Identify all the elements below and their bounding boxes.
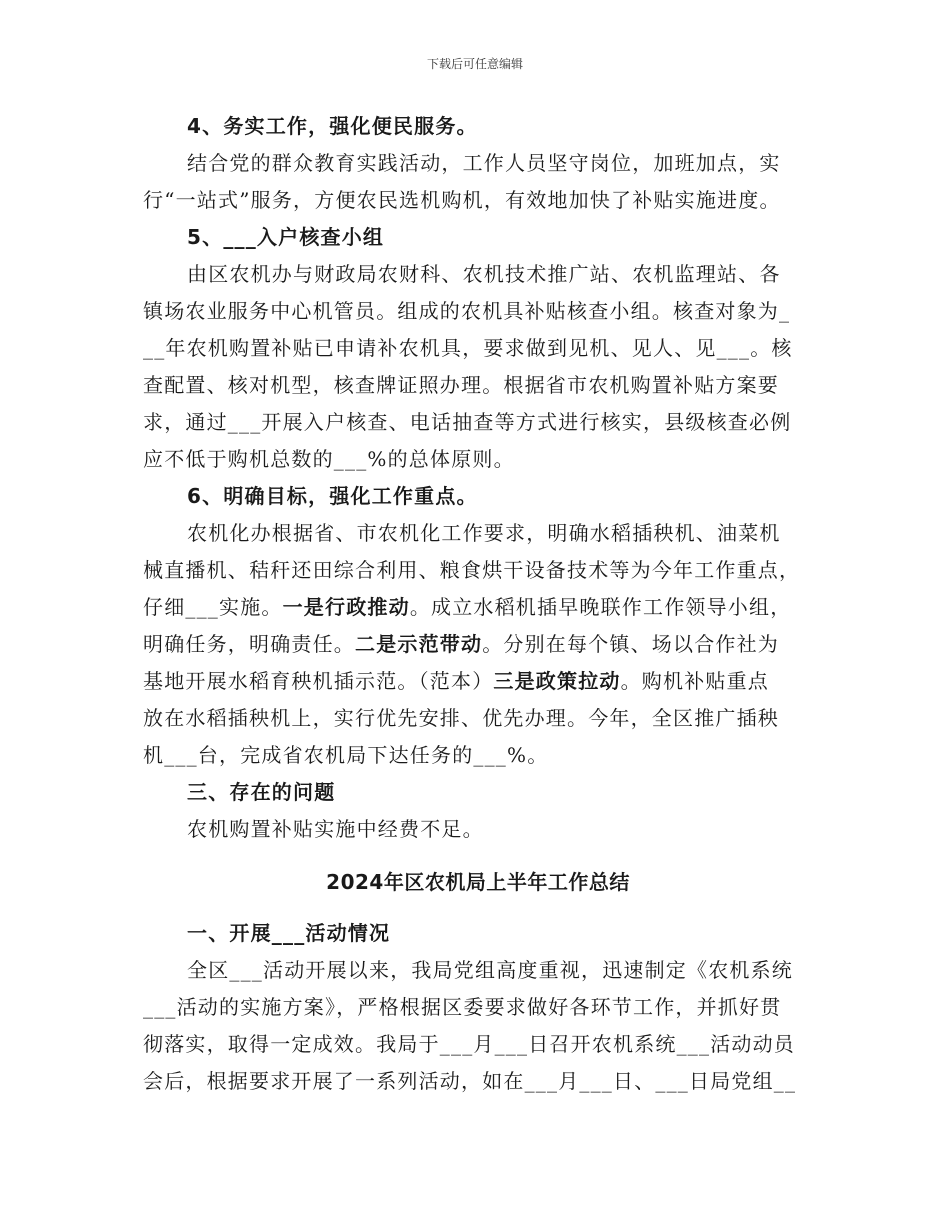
page-header: 下载后可任意编辑 [426,57,523,71]
paragraph-line: 求，通过___开展入户核查、电话抽查等方式进行核实，县级核查必例 [143,410,792,434]
text-run: 。购机补贴重点 [620,669,770,693]
summary-section-1-heading: 一、开展___活动情况 [187,921,391,945]
paragraph-line: 镇场农业服务中心机管员。组成的农机具补贴核查小组。核查对象为_ [143,299,791,323]
paragraph-line: 机___台，完成省农机局下达任务的___%。 [143,743,549,767]
paragraph-line: 械直播机、秸秆还田综合利用、粮食烘干设备技术等为今年工作重点， [143,558,801,582]
paragraph-line: 彻落实，取得一定成效。我局于___月___日召开农机系统___活动动员 [143,1032,795,1056]
paragraph-line: 全区___活动开展以来，我局党组高度重视，迅速制定《农机系统 [187,958,793,982]
document-body [143,108,813,1100]
paragraph-line: 由区农机办与财政局农财科、农机技术推广站、农机监理站、各 [187,262,781,286]
text-run: 仔细___实施。 [143,595,283,619]
paragraph-line: 行“一站式”服务，方便农民选机购机，有效地加快了补贴实施进度。 [143,188,781,212]
paragraph-line: 查配置、核对机型，核查牌证照办理。根据省市农机购置补贴方案要 [143,373,779,397]
text-run: 基地开展水稻育秧机插示范。（范本） [143,669,494,693]
paragraph-line [143,626,813,663]
paragraph-line: 会后，根据要求开展了一系列活动，如在___月___日、___日局党组__ [143,1069,797,1093]
paragraph-line: 应不低于购机总数的___%的总体原则。 [143,447,515,471]
bold-run: 三是政策拉动 [493,669,621,693]
bold-run: 一是行政推动 [282,595,410,619]
text-run: 。成立水稻机插早晚联作工作领导小组， [409,595,792,619]
text-run: 明确任务，明确责任。 [143,632,355,656]
paragraph-line: __年农机购置补贴已申请补农机具，要求做到见机、见人、见___。核 [143,336,793,360]
section-4-heading: 4、务实工作，强化便民服务。 [187,114,478,138]
spacer [143,901,813,915]
text-run: 。分别在每个镇、场以合作社为 [482,632,780,656]
paragraph-line: 放在水稻插秧机上，实行优先安排、优先办理。今年，全区推广插秧 [143,706,779,730]
section-6-heading: 6、明确目标，强化工作重点。 [187,484,478,508]
paragraph-line [143,589,813,626]
spacer [143,848,813,864]
section-3-heading: 三、存在的问题 [187,780,336,804]
paragraph-line: 农机化办根据省、市农机化工作要求，明确水稻插秧机、油菜机 [187,521,781,545]
paragraph-line: 结合党的群众教育实践活动，工作人员坚守岗位，加班加点，实 [187,151,781,175]
section-5-heading: 5、___入户核查小组 [187,225,385,249]
paragraph-line: 农机购置补贴实施中经费不足。 [187,817,484,841]
paragraph-line: ___活动的实施方案》，严格根据区委要求做好各环节工作，并抓好贯 [143,995,782,1019]
document-title: 2024年区农机局上半年工作总结 [326,870,630,894]
bold-run: 二是示范带动 [355,632,483,656]
paragraph-line [143,663,813,700]
